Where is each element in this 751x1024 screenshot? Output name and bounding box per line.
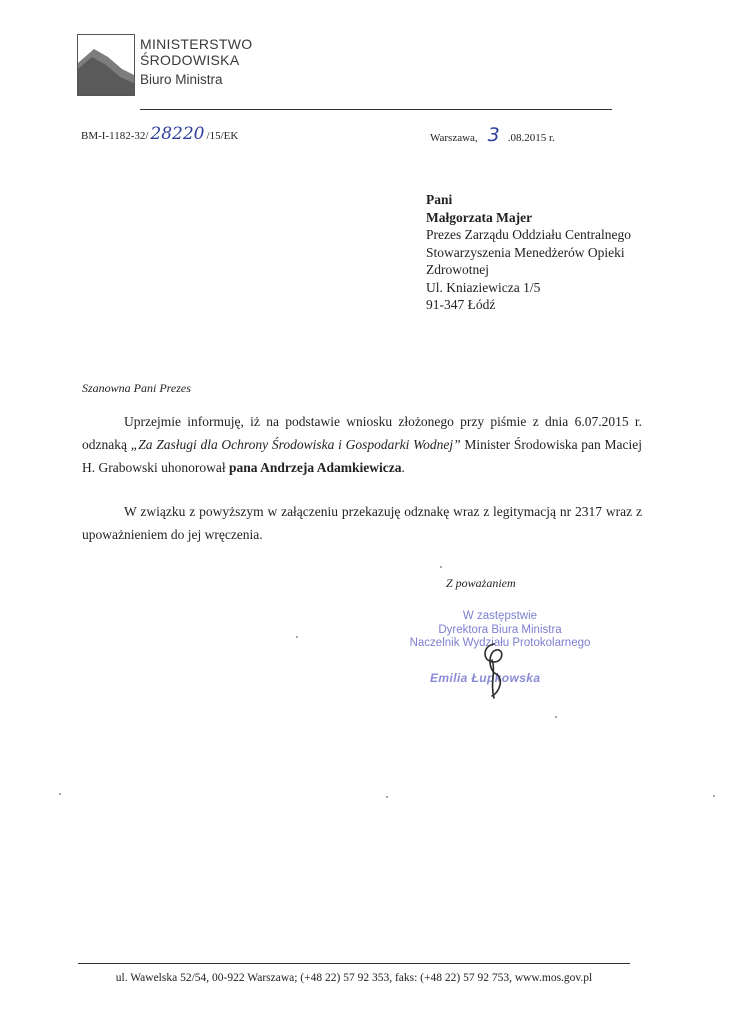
paragraph-2 [82, 500, 642, 546]
org-line2: ŚRODOWISKA [140, 52, 240, 68]
closing: Z poważaniem [446, 576, 516, 590]
paragraph1-end: . [401, 460, 405, 475]
date-handwritten-day: 3 [487, 124, 500, 146]
recipient-line1: Pani [426, 192, 453, 207]
letter-date [430, 124, 555, 146]
paragraph1-part1: Uprzejmie informuję, iż na podstawie wniosku złożonego przy piśmie z dnia 6.07.2015 r. odznaką [82, 414, 642, 452]
recipient-line3: Prezes Zarządu Oddziału Centralnego [426, 227, 632, 242]
honoree-name: pana Andrzeja Adamkiewicza [228, 460, 402, 475]
recipient-line7: 91-347 Łódź [426, 297, 496, 312]
stamp-line2: Dyrektora Biura Ministra [438, 623, 562, 636]
ministry-name [140, 36, 252, 68]
date-city: Warszawa, [430, 132, 478, 144]
org-unit: Biuro Ministra [140, 72, 223, 87]
scan-speck [713, 795, 715, 797]
salutation: Szanowna Pani Prezes [82, 381, 191, 395]
ministry-logo [77, 34, 135, 96]
ministry-logo-icon [78, 35, 134, 95]
scan-speck [296, 636, 298, 638]
reference-prefix: BM-I-1182-32/ [81, 130, 149, 142]
org-line1: MINISTERSTWO [140, 36, 253, 52]
reference-suffix: /15/EK [206, 130, 239, 142]
paragraph1-part2: Minister Środowiska pan Maciej H. Grabowski uhonorował [82, 437, 642, 475]
date-rest: .08.2015 r. [507, 132, 555, 144]
stamp-line1: W zastępstwie [462, 610, 538, 622]
stamp-signatory-name: Emilia Łupkowska [430, 671, 541, 685]
reference-handwritten-number: 28220 [150, 124, 205, 144]
paragraph-1 [82, 410, 642, 479]
handwritten-signature [474, 640, 514, 707]
reference-number [81, 124, 238, 144]
footer-contact: ul. Wawelska 52/54, 00-922 Warszawa; (+48 22) 57 92 353, faks: (+48 22) 57 92 753, www.mos.gov.pl [115, 972, 593, 984]
stamp-line3: Naczelnik Wydziału Protokolarnego [409, 637, 591, 649]
scan-speck [440, 566, 442, 568]
recipient-line6: Ul. Kniaziewicza 1/5 [426, 279, 541, 295]
recipient-address [426, 191, 631, 314]
header-divider [140, 109, 612, 110]
footer-divider [78, 963, 630, 964]
award-name: „Za Zasługi dla Ochrony Środowiska i Gospodarki Wodnej” [130, 437, 461, 452]
recipient-line5: Zdrowotnej [426, 262, 489, 277]
scan-speck [555, 716, 557, 718]
recipient-line4: Stowarzyszenia Menedżerów Opieki [426, 244, 625, 260]
recipient-name: Małgorzata Majer [426, 209, 533, 225]
paragraph2-text: W związku z powyższym w załączeniu przekazuję odznakę wraz z legitymacją nr 2317 wraz z upoważnieniem do jej wręczenia. [82, 504, 642, 542]
scan-speck [386, 796, 388, 798]
scan-speck [59, 793, 61, 795]
